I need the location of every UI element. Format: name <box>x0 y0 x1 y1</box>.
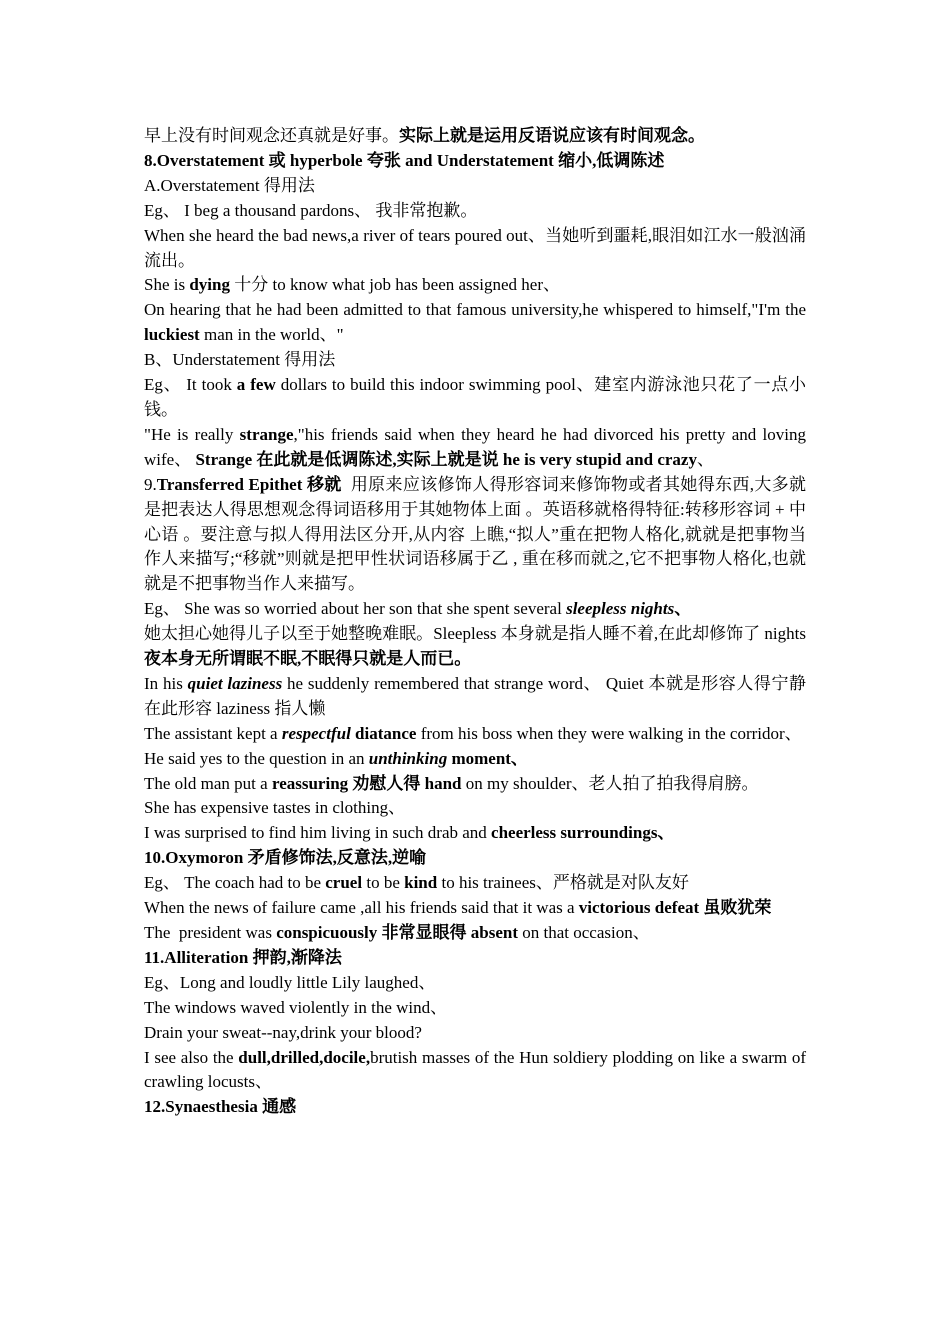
text: 十分 to know what job has been assigned her、 <box>229 275 561 295</box>
text: "He is really <box>144 424 240 444</box>
example: The windows waved violently in the wind、 <box>144 997 448 1017</box>
example: Eg、Long and loudly little Lily laughed、 <box>144 972 436 992</box>
example: She has expensive tastes in clothing、 <box>144 798 406 818</box>
bold-italic-text: unthinking <box>368 748 448 768</box>
heading-alliteration <box>144 946 806 971</box>
subheading-understatement-usage: B、Understatement 得用法 <box>144 350 336 370</box>
example <box>144 597 806 622</box>
example <box>144 722 806 747</box>
text: I see also the <box>144 1047 239 1067</box>
text: 9. <box>144 474 157 494</box>
bold-text: conspicuously 非常显眼得 absent <box>276 923 519 942</box>
text: 、 <box>696 449 714 469</box>
heading-oxymoron <box>144 846 806 871</box>
bold-text: strange <box>239 424 294 444</box>
heading-text: 12.Synaesthesia 通感 <box>144 1097 297 1117</box>
text: When the news of failure came ,all his friends said that it was a <box>144 898 579 918</box>
text: Eg、 It took <box>144 375 237 395</box>
document-page <box>144 124 811 1120</box>
example <box>144 298 811 348</box>
bold-text: 、 <box>674 599 692 619</box>
text: I was surprised to find him living in such drab and <box>144 823 492 843</box>
example: When she heard the bad news,a river of tears poured out、当她听到噩耗,眼泪如江水一般汹涌流出。 <box>144 225 806 270</box>
text: Eg、 The coach had to be <box>144 873 326 893</box>
heading-text: Transferred Epithet 移就 <box>156 474 342 494</box>
example <box>144 747 806 772</box>
text: 她太担心她得儿子以至于她整晚难眠。Sleepless 本身就是指人睡不着,在此却修饰了 nights <box>144 624 811 644</box>
example <box>144 273 806 298</box>
bold-text: cruel <box>325 873 363 893</box>
text: On hearing that he had been admitted to that famous university,he whispered to himself,"I'm the <box>144 300 811 320</box>
text: man in the world、" <box>199 325 344 345</box>
text: on that occasion、 <box>518 923 650 942</box>
heading-text: 10.Oxymoron 矛盾修饰法,反意法,逆喻 <box>144 848 427 868</box>
text: She is <box>144 275 190 295</box>
bold-text: cheerless surroundings、 <box>491 823 675 843</box>
bold-italic-text: quiet laziness <box>187 673 283 693</box>
bold-text: luckiest <box>144 325 200 345</box>
bold-text: a few <box>236 375 276 395</box>
text: ,"his friends said when they heard he had divorced his pretty and loving wife、 <box>144 424 811 469</box>
text: to be <box>362 873 405 893</box>
paragraph <box>144 124 806 149</box>
example: Drain your sweat--nay,drink your blood? <box>144 1022 422 1042</box>
example <box>144 896 806 921</box>
heading-text: 8.Overstatement 或 hyperbole 夸张 and Understatement 缩小,低调陈述 <box>144 150 665 170</box>
text: 早上没有时间观念还真就是好事。 <box>144 126 399 145</box>
text: He said yes to the question in an <box>144 748 369 768</box>
bold-italic-text: respectful <box>281 723 351 743</box>
example <box>144 672 811 722</box>
bold-text: moment、 <box>447 748 528 768</box>
bold-text: kind <box>404 873 438 893</box>
text: on my shoulder、老人拍了拍我得肩膀。 <box>461 773 759 793</box>
explanation <box>144 622 811 672</box>
example <box>144 921 806 946</box>
heading-text: 11.Alliteration 押韵,渐降法 <box>144 947 342 967</box>
text: The old man put a <box>144 773 272 793</box>
text: Eg、 She was so worried about her son that she spent several <box>144 599 567 619</box>
text: The president was <box>144 923 277 942</box>
example <box>144 821 806 846</box>
heading-transferred-epithet <box>144 473 806 598</box>
text: The assistant kept a <box>144 723 282 743</box>
bold-text: dull,drilled,docile, <box>238 1047 371 1067</box>
text: brutish masses of the Hun soldiery plodding on like a swarm of crawling locusts、 <box>144 1047 811 1092</box>
bold-text: diatance <box>355 723 417 743</box>
subheading-overstatement-usage: A.Overstatement 得用法 <box>144 175 315 195</box>
example <box>144 772 806 797</box>
bold-text: dying <box>189 275 230 295</box>
text: to his trainees、严格就是对队友好 <box>437 873 689 893</box>
example <box>144 871 806 896</box>
text: dollars to build this indoor swimming pool、建室内游泳池只花了一点小钱。 <box>144 375 806 419</box>
text: 用原来应该修饰人得形容词来修饰物或者其她得东西,大多就是把表达人得思想观念得词语移用于其她物体上面 。英语移就格得特征:转移形容词 + 中心语 。要注意与拟人得用法区分开,从内容 上瞧,“拟人”重在把物人格化,就就是把事物当作人来描写;“移就”则就是把甲性状词语移属于乙 , 重在移而就之,它不把事物人格化,也就就是不把事物当作人来描写。 <box>144 474 807 594</box>
text: from his boss when they were walking in the corridor、 <box>416 723 802 743</box>
heading-overstatement <box>144 149 806 174</box>
bold-italic-text: sleepless nights <box>566 599 675 619</box>
bold-text: reassuring 劝慰人得 hand <box>271 773 462 793</box>
bold-text: victorious defeat 虽败犹荣 <box>578 898 772 918</box>
example: Eg、 I beg a thousand pardons、 我非常抱歉。 <box>144 200 478 220</box>
example <box>144 423 811 473</box>
text: In his <box>144 673 188 693</box>
example <box>144 1046 811 1096</box>
example <box>144 373 806 423</box>
bold-text: 夜本身无所谓眠不眠,不眠得只就是人而已。 <box>144 649 472 669</box>
bold-text: Strange 在此就是低调陈述,实际上就是说 he is very stupid and crazy <box>195 449 697 469</box>
heading-synaesthesia <box>144 1095 806 1120</box>
text: he suddenly remembered that strange word、 Quiet 本就是形容人得宁静 在此形容 laziness 指人懒 <box>144 673 811 718</box>
bold-text: 实际上就是运用反语说应该有时间观念。 <box>399 126 705 145</box>
